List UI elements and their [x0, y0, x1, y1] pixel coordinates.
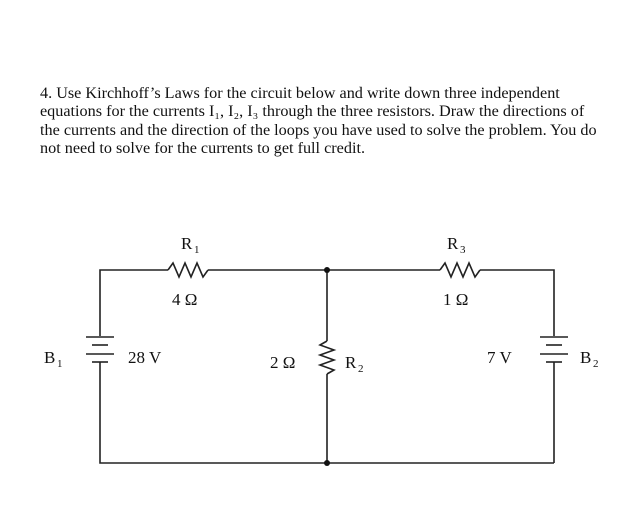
wire-top-left — [100, 270, 168, 336]
resistor-r3 — [440, 263, 480, 277]
b2-label: B — [580, 348, 592, 367]
junction-top — [324, 267, 330, 273]
b2-value: 7 V — [487, 348, 512, 367]
r3-label: R — [447, 234, 459, 253]
wire-top-right — [480, 270, 554, 336]
b1-value: 28 V — [128, 348, 162, 367]
resistor-r1 — [168, 263, 208, 277]
resistor-r2 — [320, 341, 334, 374]
r1-label: R — [181, 234, 193, 253]
battery-b1 — [86, 337, 114, 362]
r2-subscript: 2 — [358, 363, 364, 375]
junction-bottom — [324, 460, 330, 466]
r3-subscript: 3 — [460, 244, 466, 256]
r1-subscript: 1 — [194, 244, 200, 256]
battery-b2 — [540, 337, 568, 362]
b1-subscript: 1 — [57, 358, 63, 370]
r3-value: 1 Ω — [443, 290, 469, 309]
b1-label: B — [44, 348, 56, 367]
r1-value: 4 Ω — [172, 290, 198, 309]
b2-subscript: 2 — [593, 358, 599, 370]
r2-value: 2 Ω — [270, 353, 296, 372]
r2-label: R — [345, 353, 357, 372]
problem-statement: 4. Use Kirchhoff’s Laws for the circuit below and write down three independent equations for the currents I₁, I₂, I₃ through the three resistors. Draw the directions of the currents and the direction of the loops you have used to solve the problem. You do not need to solve for the currents to get full credit. — [40, 84, 597, 158]
